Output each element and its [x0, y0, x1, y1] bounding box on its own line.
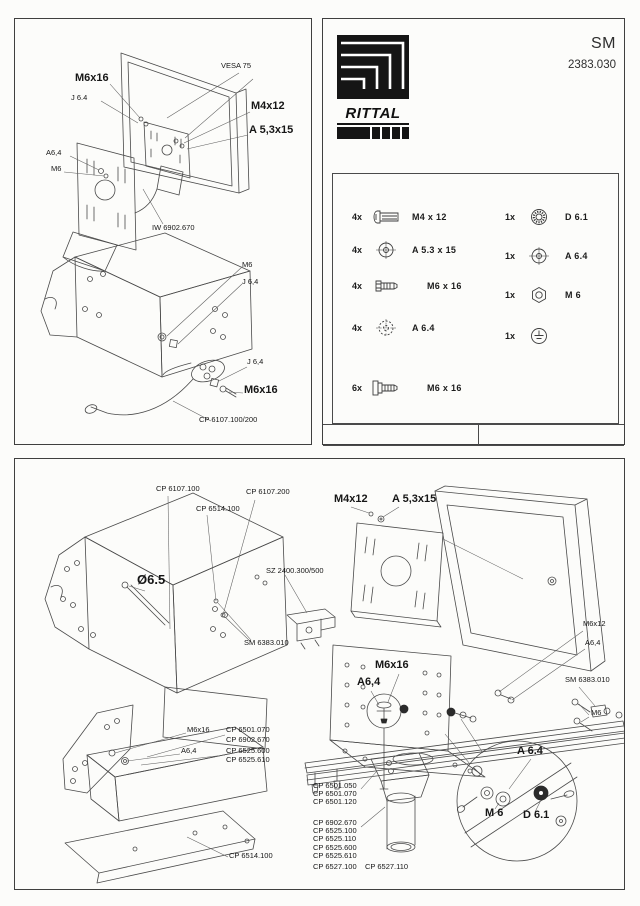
part-label: A6,4	[585, 638, 601, 647]
washer-dashed-icon	[370, 318, 408, 338]
parts-row	[505, 325, 565, 347]
part-label: A6,4	[357, 676, 381, 688]
part-label: IW 6902.670	[152, 223, 195, 232]
parts-row	[505, 206, 588, 228]
earth-ground-icon	[523, 326, 561, 346]
title-block-divider	[478, 425, 479, 445]
hex-bolt-icon	[370, 276, 408, 296]
qty-label: 4x	[352, 212, 363, 222]
part-label: M6	[591, 708, 602, 717]
washer-icon	[523, 246, 561, 266]
qty-label: 1x	[505, 212, 516, 222]
part-label: M6	[51, 164, 62, 173]
part-label: J 6,4	[242, 277, 259, 286]
part-label: CP 6501.070	[313, 789, 357, 798]
part-label: M6x16	[375, 659, 409, 671]
part-label: A 6.4	[517, 745, 543, 757]
part-label: A 5,3x15	[249, 124, 294, 136]
part-label: CP 6902.670	[313, 818, 357, 827]
doc-number: 2383.030	[568, 59, 616, 71]
parts-row	[352, 239, 456, 261]
part-size-label: M6 x 16	[427, 383, 462, 393]
part-label: CP 6525.600	[313, 843, 357, 852]
part-label: CP 6501.070	[226, 725, 270, 734]
part-label: M 6	[485, 807, 504, 819]
qty-label: 4x	[352, 281, 363, 291]
parts-row	[505, 284, 581, 306]
part-label: CP 6525.110	[313, 834, 357, 843]
part-label: M6	[242, 260, 253, 269]
part-label: M6x16	[187, 725, 210, 734]
part-label: CP 6525.610	[226, 755, 270, 764]
part-label: CP 6107.100/200	[199, 415, 258, 424]
part-size-label: A 5.3 x 15	[412, 245, 457, 255]
part-size-label: A 6.4	[565, 251, 588, 261]
part-label: D 6.1	[523, 809, 550, 821]
doc-type: SM	[591, 35, 616, 52]
parts-row	[352, 275, 462, 297]
rittal-logo-bar	[337, 125, 409, 139]
rittal-logo	[337, 35, 409, 144]
bolt-washer-icon	[370, 378, 408, 398]
part-label: CP 6525.100	[313, 826, 357, 835]
part-label: Ø6.5	[137, 572, 166, 587]
parts-row	[352, 206, 447, 228]
part-size-label: D 6.1	[565, 212, 589, 222]
parts-row	[505, 245, 588, 267]
parts-row	[352, 317, 435, 339]
part-label: A6,4	[46, 148, 62, 157]
panel-top-right	[322, 18, 625, 445]
qty-label: 1x	[505, 290, 516, 300]
title-block-row	[323, 424, 624, 446]
part-label: CP 6525.610	[313, 851, 357, 860]
parts-row	[352, 377, 462, 399]
part-label: CP 6527.100	[313, 862, 357, 871]
qty-label: 4x	[352, 323, 363, 333]
part-label: J 6.4	[71, 93, 88, 102]
part-size-label: M6 x 16	[427, 281, 462, 291]
panel-top-left	[14, 18, 312, 445]
part-label: CP 6107.100	[156, 484, 200, 493]
parts-list	[332, 173, 619, 424]
part-label: M4x12	[334, 493, 368, 505]
part-label: CP 6514.100	[196, 504, 240, 513]
part-label: CP 6527.110	[365, 862, 409, 871]
qty-label: 4x	[352, 245, 363, 255]
part-label: A 5,3x15	[392, 493, 437, 505]
part-label: VESA 75	[221, 61, 252, 70]
serrated-washer-icon	[523, 207, 561, 227]
qty-label: 1x	[505, 251, 516, 261]
rittal-logo-mark	[337, 35, 409, 99]
part-size-label: A 6.4	[412, 323, 435, 333]
part-label: SM 6383.010	[565, 675, 610, 684]
part-label: SZ 2400.300/500	[266, 566, 324, 575]
part-label: M6x12	[583, 619, 606, 628]
washer-icon	[370, 240, 408, 260]
part-label: CP 6902.670	[226, 735, 270, 744]
part-label: SM 6383.010	[244, 638, 289, 647]
qty-label: 6x	[352, 383, 363, 393]
pan-head-screw-icon	[370, 207, 408, 227]
part-size-label: M 6	[565, 290, 581, 300]
part-label: CP 6501.120	[313, 797, 357, 806]
part-size-label: M4 x 12	[412, 212, 447, 222]
qty-label: 1x	[505, 331, 516, 341]
part-label: CP 6107.200	[246, 487, 290, 496]
part-label: CP 6501.050	[313, 781, 357, 790]
part-label: M6x16	[244, 384, 278, 396]
part-label: CP 6525.600	[226, 746, 270, 755]
part-label: M6x16	[75, 72, 109, 84]
brand-name: RITTAL	[337, 105, 409, 125]
part-label: J 6,4	[247, 357, 264, 366]
part-label: M4x12	[251, 100, 285, 112]
panel-bottom	[14, 458, 625, 890]
hex-nut-icon	[523, 285, 561, 305]
part-label: CP 6514.100	[229, 851, 273, 860]
part-label: A6,4	[181, 746, 197, 755]
